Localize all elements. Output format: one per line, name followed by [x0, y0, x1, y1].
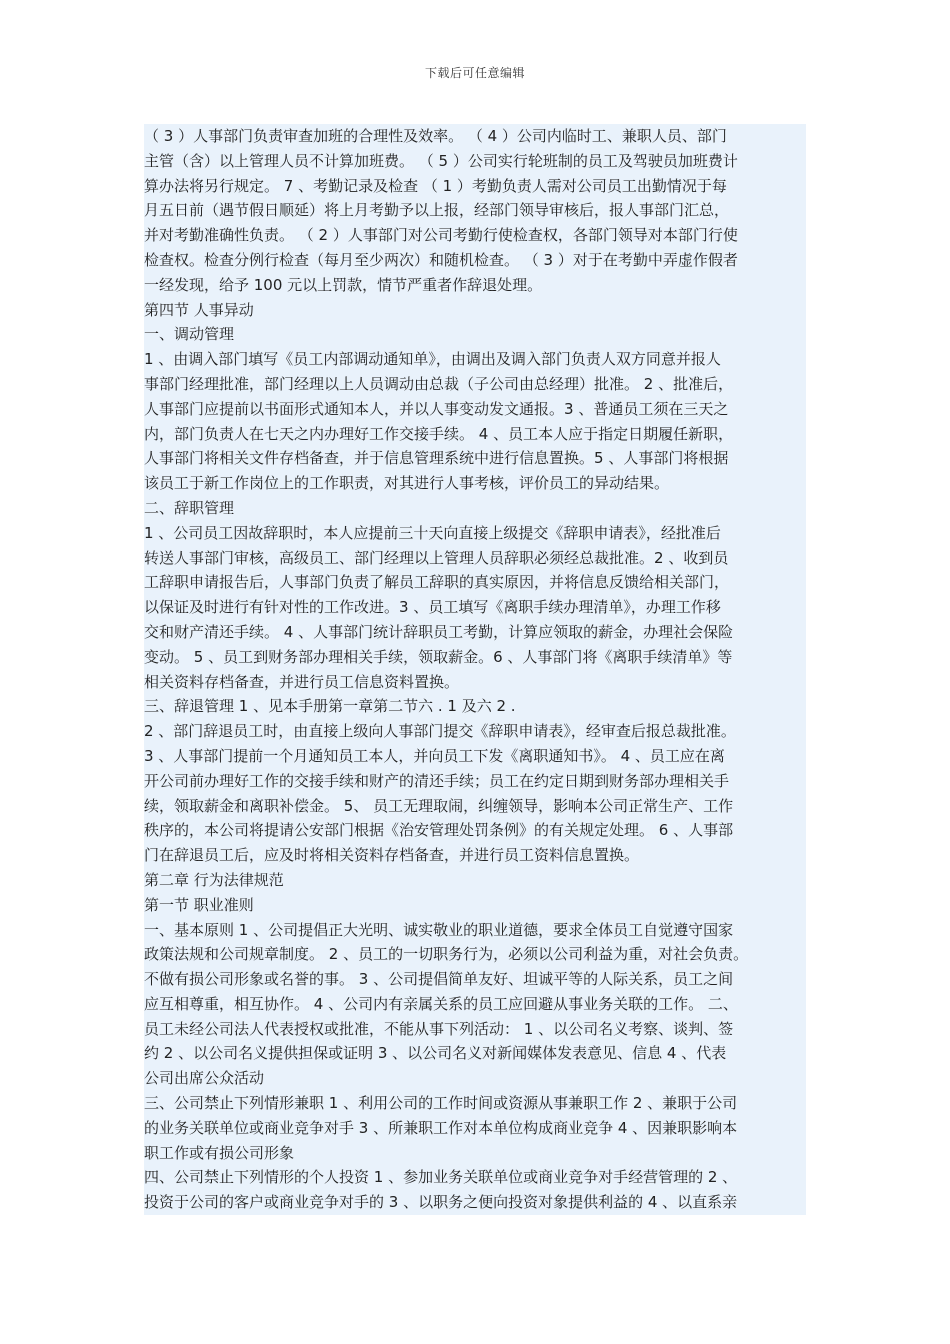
- text-line: 第四节 人事异动: [144, 298, 806, 323]
- text-line: 2 、部门辞退员工时，由直接上级向人事部门提交《辞职申请表》，经审查后报总裁批准。: [144, 719, 806, 744]
- text-line: （ 3 ）人事部门负责审查加班的合理性及效率。 （ 4 ）公司内临时工、兼职人员、部门: [144, 124, 806, 149]
- text-line: 人事部门应提前以书面形式通知本人，并以人事变动发文通报。3 、普通员工须在三天之: [144, 397, 806, 422]
- text-line: 三、辞退管理 1 、见本手册第一章第二节六 . 1 及六 2 .: [144, 694, 806, 719]
- text-line: 的业务关联单位或商业竞争对手 3 、所兼职工作对本单位构成商业竞争 4 、因兼职影响本: [144, 1116, 806, 1141]
- text-line: 三、公司禁止下列情形兼职 1 、利用公司的工作时间或资源从事兼职工作 2 、兼职于公司: [144, 1091, 806, 1116]
- text-line: 第一节 职业准则: [144, 893, 806, 918]
- text-line: 检查权。检查分例行检查（每月至少两次）和随机检查。 （ 3 ）对于在考勤中弄虚作假者: [144, 248, 806, 273]
- text-line: 该员工于新工作岗位上的工作职责，对其进行人事考核，评价员工的异动结果。: [144, 471, 806, 496]
- text-line: 交和财产清还手续。 4 、人事部门统计辞职员工考勤，计算应领取的薪金，办理社会保险: [144, 620, 806, 645]
- text-line: 第二章 行为法律规范: [144, 868, 806, 893]
- text-line: 应互相尊重，相互协作。 4 、公司内有亲属关系的员工应回避从事业务关联的工作。 二、: [144, 992, 806, 1017]
- text-line: 人事部门将相关文件存档备查，并于信息管理系统中进行信息置换。5 、人事部门将根据: [144, 446, 806, 471]
- text-line: 主管（含）以上管理人员不计算加班费。 （ 5 ）公司实行轮班制的员工及驾驶员加班费计: [144, 149, 806, 174]
- text-line: 员工未经公司法人代表授权或批准，不能从事下列活动： 1 、以公司名义考察、谈判、签: [144, 1017, 806, 1042]
- text-line: 3 、人事部门提前一个月通知员工本人，并向员工下发《离职通知书》。 4 、员工应在离: [144, 744, 806, 769]
- text-line: 秩序的，本公司将提请公安部门根据《治安管理处罚条例》的有关规定处理。 6 、人事部: [144, 818, 806, 843]
- text-line: 内，部门负责人在七天之内办理好工作交接手续。 4 、员工本人应于指定日期履任新职，: [144, 422, 806, 447]
- text-line: 二、辞职管理: [144, 496, 806, 521]
- text-line: 以保证及时进行有针对性的工作改进。3 、员工填写《离职手续办理清单》，办理工作移: [144, 595, 806, 620]
- document-body: [144, 124, 806, 1215]
- text-line: 1 、由调入部门填写《员工内部调动通知单》，由调出及调入部门负责人双方同意并报人: [144, 347, 806, 372]
- text-line: 约 2 、以公司名义提供担保或证明 3 、以公司名义对新闻媒体发表意见、信息 4 、代表: [144, 1041, 806, 1066]
- text-line: 投资于公司的客户或商业竞争对手的 3 、以职务之便向投资对象提供利益的 4 、以直系亲: [144, 1190, 806, 1215]
- page-header: 下载后可任意编辑: [424, 66, 525, 80]
- text-line: 一经发现，给予 100 元以上罚款，情节严重者作辞退处理。: [144, 273, 806, 298]
- text-line: 相关资料存档备查，并进行员工信息资料置换。: [144, 670, 806, 695]
- text-line: 一、调动管理: [144, 322, 806, 347]
- text-line: 不做有损公司形象或名誉的事。 3 、公司提倡简单友好、坦诚平等的人际关系，员工之间: [144, 967, 806, 992]
- text-line: 职工作或有损公司形象: [144, 1141, 806, 1166]
- text-line: 工辞职申请报告后，人事部门负责了解员工辞职的真实原因，并将信息反馈给相关部门，: [144, 570, 806, 595]
- text-line: 月五日前（遇节假日顺延）将上月考勤予以上报，经部门领导审核后，报人事部门汇总，: [144, 198, 806, 223]
- text-line: 算办法将另行规定。 7 、考勤记录及检查 （ 1 ）考勤负责人需对公司员工出勤情况于每: [144, 174, 806, 199]
- text-line: 续，领取薪金和离职补偿金。 5、 员工无理取闹，纠缠领导，影响本公司正常生产、工作: [144, 794, 806, 819]
- text-line: 四、公司禁止下列情形的个人投资 1 、参加业务关联单位或商业竞争对手经营管理的 2 、: [144, 1165, 806, 1190]
- text-line: 1 、公司员工因故辞职时，本人应提前三十天向直接上级提交《辞职申请表》，经批准后: [144, 521, 806, 546]
- text-line: 并对考勤准确性负责。 （ 2 ）人事部门对公司考勤行使检查权，各部门领导对本部门行使: [144, 223, 806, 248]
- text-line: 门在辞退员工后，应及时将相关资料存档备查，并进行员工资料信息置换。: [144, 843, 806, 868]
- text-line: 公司出席公众活动: [144, 1066, 806, 1091]
- text-line: 开公司前办理好工作的交接手续和财产的清还手续；员工在约定日期到财务部办理相关手: [144, 769, 806, 794]
- text-line: 事部门经理批准，部门经理以上人员调动由总裁（子公司由总经理）批准。 2 、批准后，: [144, 372, 806, 397]
- text-line: 政策法规和公司规章制度。 2 、员工的一切职务行为，必须以公司利益为重，对社会负责。: [144, 942, 806, 967]
- text-line: 变动。 5 、员工到财务部办理相关手续，领取薪金。6 、人事部门将《离职手续清单》等: [144, 645, 806, 670]
- text-line: 转送人事部门审核，高级员工、部门经理以上管理人员辞职必须经总裁批准。2 、收到员: [144, 546, 806, 571]
- text-line: 一、基本原则 1 、公司提倡正大光明、诚实敬业的职业道德，要求全体员工自觉遵守国家: [144, 918, 806, 943]
